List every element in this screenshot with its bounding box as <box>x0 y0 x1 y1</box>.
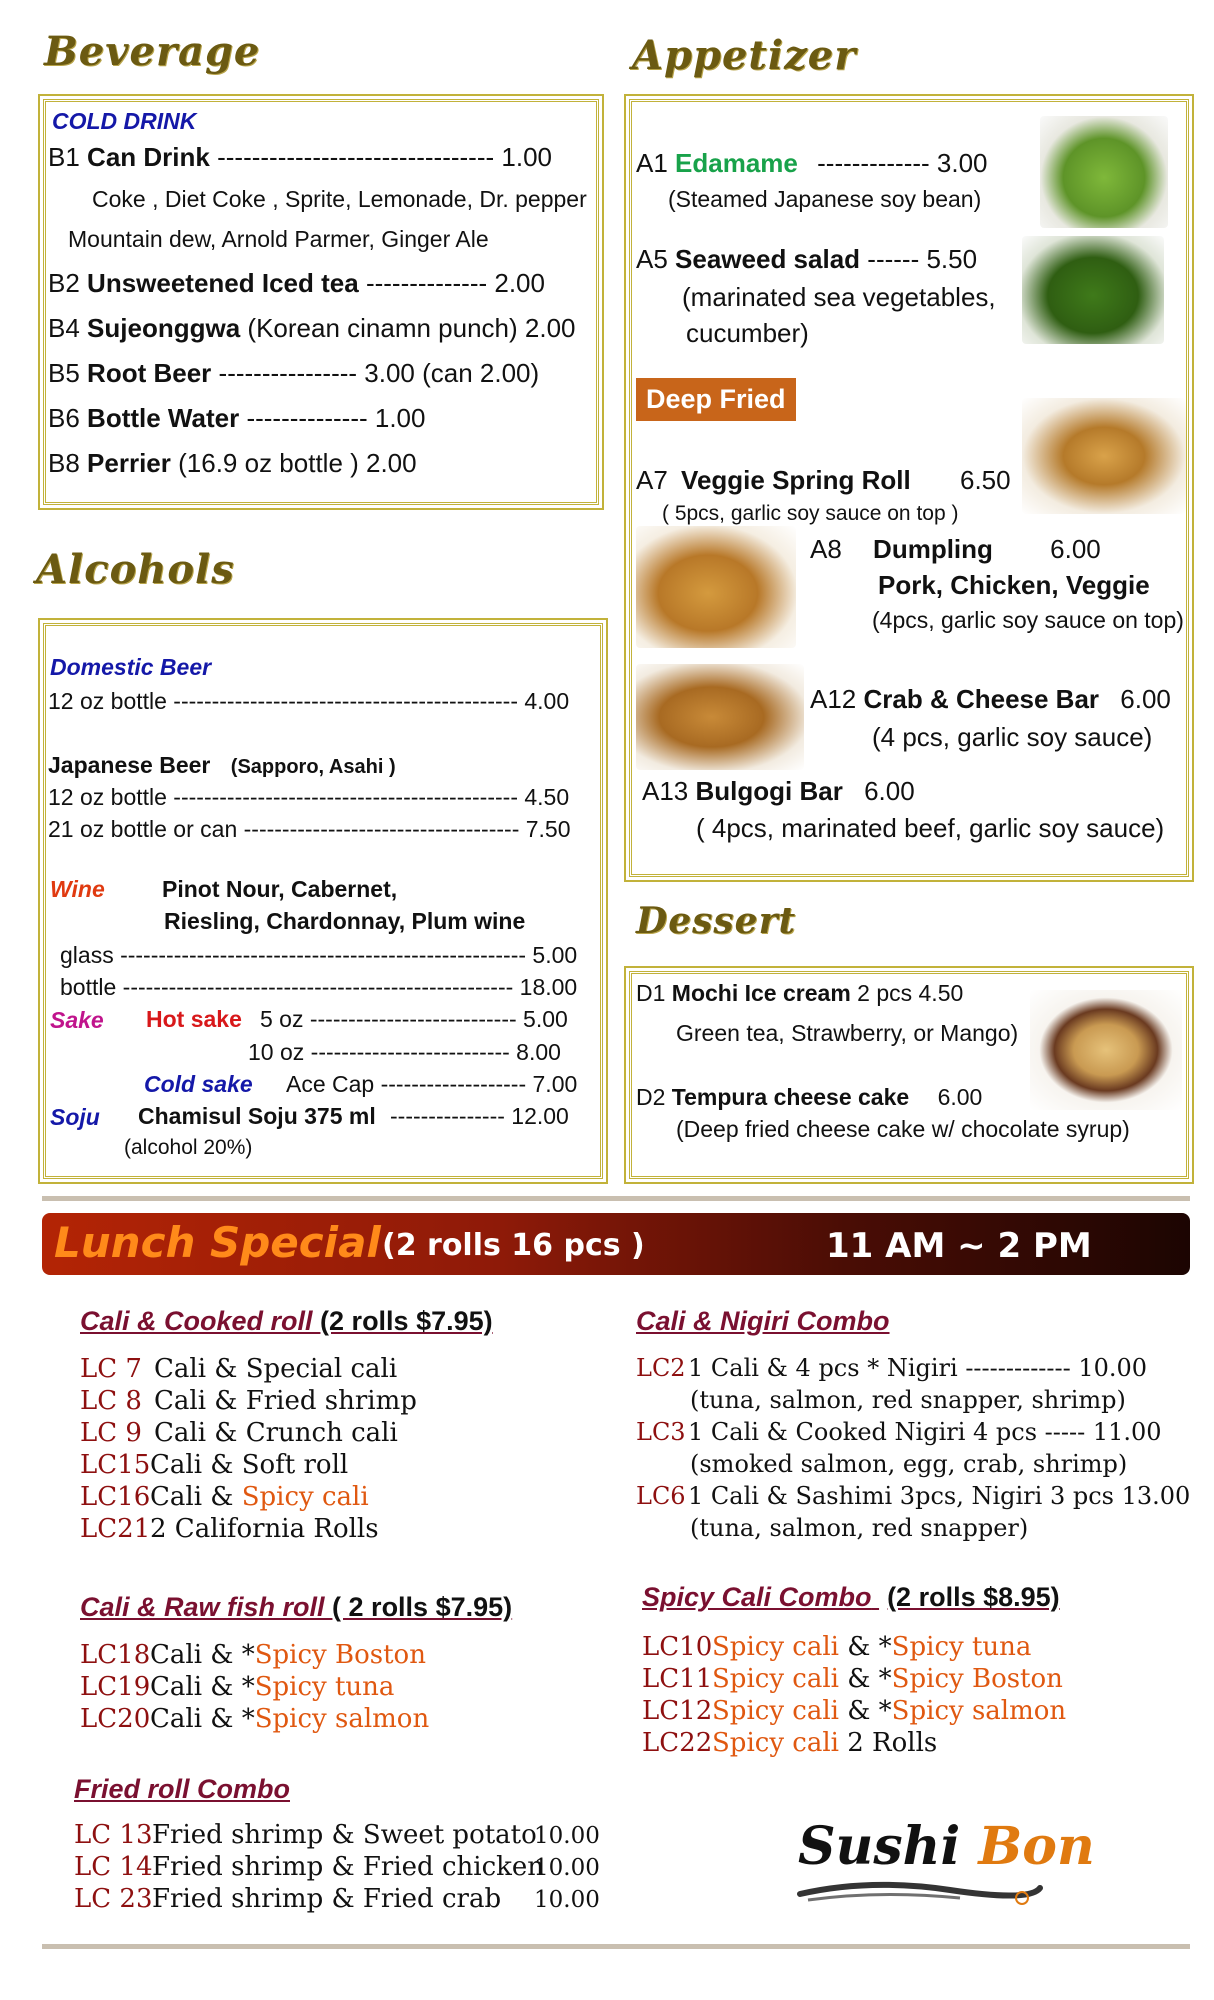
menu-item-a1: A1 Edamame ------------- 3.00 <box>636 148 988 178</box>
soju-name: Chamisul Soju 375 ml <box>138 1103 376 1129</box>
alcohols-title: Alcohols <box>36 546 235 593</box>
lc14-item: LC 14Fried shrimp & Fried chicken10.00 <box>74 1852 600 1882</box>
a5-desc-1: (marinated sea vegetables, <box>682 282 996 312</box>
a7-desc: ( 5pcs, garlic soy sauce on top ) <box>662 502 959 525</box>
raw-fish-roll-heading: Cali & Raw fish roll ( 2 rolls $7.95) <box>80 1592 513 1622</box>
cold-sake-line: Ace Cap ------------------- 7.00 <box>286 1071 578 1097</box>
logo-wordmark: Sushi Bon <box>798 1816 1095 1877</box>
menu-item-b5: B5 Root Beer ---------------- 3.00 (can 2.00) <box>48 358 540 388</box>
menu-item-d2: D2 Tempura cheese cake 6.00 <box>636 1084 983 1110</box>
lc13-item: LC 13Fried shrimp & Sweet potato10.00 <box>74 1820 600 1850</box>
cold-drink-heading: COLD DRINK <box>52 108 197 134</box>
bottom-divider <box>42 1944 1190 1949</box>
domestic-beer-line: 12 oz bottle --------------------------------------------- 4.00 <box>48 688 570 714</box>
deep-fried-badge: Deep Fried <box>636 378 796 421</box>
lc8-item: LC 8 Cali & Fried shrimp <box>80 1386 417 1416</box>
menu-item-a12: A12 Crab & Cheese Bar 6.00 <box>810 684 1171 714</box>
wine-glass: glass ----------------------------------------------------- 5.00 <box>60 942 578 968</box>
sake-heading: Sake <box>50 1007 104 1033</box>
soju-heading: Soju <box>50 1104 100 1130</box>
tempura-cheesecake-photo <box>1030 990 1182 1110</box>
a13-desc: ( 4pcs, marinated beef, garlic soy sauce) <box>696 813 1165 843</box>
soju-price: --------------- 12.00 <box>390 1103 569 1129</box>
lc2-item: LC2 1 Cali & 4 pcs * Nigiri ------------- 10.00 <box>636 1354 1148 1382</box>
menu-item-a7: A7 Veggie Spring Roll 6.50 <box>636 465 1011 495</box>
spring-roll-photo <box>1022 398 1186 514</box>
dessert-title: Dessert <box>636 900 797 942</box>
lc2-desc: (tuna, salmon, red snapper, shrimp) <box>690 1386 1126 1414</box>
d2-desc: (Deep fried cheese cake w/ chocolate syrup) <box>676 1116 1130 1142</box>
seaweed-salad-photo <box>1022 236 1164 344</box>
lc10-item: LC10Spicy cali & *Spicy tuna <box>642 1632 1032 1662</box>
crab-cheese-bar-photo <box>636 664 804 770</box>
wine-heading: Wine <box>50 876 105 902</box>
fried-roll-combo-heading: Fried roll Combo <box>74 1774 290 1804</box>
edamame-photo <box>1040 116 1168 228</box>
wine-bottle: bottle --------------------------------------------------- 18.00 <box>60 974 578 1000</box>
wine-types-1: Pinot Nour, Cabernet, <box>162 876 398 902</box>
lc20-item: LC20Cali & *Spicy salmon <box>80 1704 430 1734</box>
lc12-item: LC12Spicy cali & *Spicy salmon <box>642 1696 1067 1726</box>
hot-sake-label: Hot sake <box>146 1006 242 1032</box>
lc19-item: LC19Cali & *Spicy tuna <box>80 1672 395 1702</box>
wine-types-2: Riesling, Chardonnay, Plum wine <box>164 908 526 934</box>
beverage-title: Beverage <box>44 28 261 75</box>
b1-options-1: Coke , Diet Coke , Sprite, Lemonade, Dr. pepper <box>92 186 587 212</box>
cooked-roll-heading: Cali & Cooked roll (2 rolls $7.95) <box>80 1306 493 1336</box>
a12-desc: (4 pcs, garlic soy sauce) <box>872 722 1153 752</box>
d1-desc: Green tea, Strawberry, or Mango) <box>676 1020 1019 1046</box>
menu-item-b8: B8 Perrier (16.9 oz bottle ) 2.00 <box>48 448 417 478</box>
japanese-beer-heading: Japanese Beer (Sapporo, Asahi ) <box>48 752 396 778</box>
a1-desc: (Steamed Japanese soy bean) <box>668 186 982 212</box>
menu-item-b4: B4 Sujeonggwa (Korean cinamn punch) 2.00 <box>48 313 576 343</box>
nigiri-combo-heading: Cali & Nigiri Combo <box>636 1306 890 1336</box>
lc21-item: LC212 California Rolls <box>80 1514 379 1544</box>
lunch-special-title: Lunch Special <box>54 1218 381 1267</box>
lc22-item: LC22Spicy cali 2 Rolls <box>642 1728 938 1758</box>
menu-item-b6: B6 Bottle Water -------------- 1.00 <box>48 403 426 433</box>
lunch-special-subtitle: (2 rolls 16 pcs ) <box>382 1228 645 1263</box>
spicy-cali-combo-heading: Spicy Cali Combo (2 rolls $8.95) <box>642 1582 1060 1612</box>
a8-desc: (4pcs, garlic soy sauce on top) <box>872 607 1184 633</box>
lc6-item: LC6 1 Cali & Sashimi 3pcs, Nigiri 3 pcs 13.00 <box>636 1482 1191 1510</box>
dumpling-photo <box>636 526 796 648</box>
lc23-item: LC 23Fried shrimp & Fried crab 10.00 <box>74 1884 600 1914</box>
a5-desc-2: cucumber) <box>686 318 809 348</box>
b1-options-2: Mountain dew, Arnold Parmer, Ginger Ale <box>68 226 489 252</box>
japanese-beer-line-2: 21 oz bottle or can ------------------------------------ 7.50 <box>48 816 571 842</box>
menu-item-a5: A5 Seaweed salad ------ 5.50 <box>636 244 978 274</box>
lc9-item: LC 9 Cali & Crunch cali <box>80 1418 398 1448</box>
menu-item-a8: A8 Dumpling 6.00 <box>810 534 1101 564</box>
lunch-hours: 11 AM ~ 2 PM <box>826 1226 1092 1266</box>
appetizer-title: Appetizer <box>632 32 857 79</box>
japanese-beer-line-1: 12 oz bottle --------------------------------------------- 4.50 <box>48 784 570 810</box>
hot-sake-10oz: 10 oz -------------------------- 8.00 <box>248 1039 561 1065</box>
menu-item-b2: B2 Unsweetened Iced tea -------------- 2.00 <box>48 268 545 298</box>
lc7-item: LC 7 Cali & Special cali <box>80 1354 398 1384</box>
domestic-beer-heading: Domestic Beer <box>50 654 212 680</box>
lc3-desc: (smoked salmon, egg, crab, shrimp) <box>690 1450 1128 1478</box>
cold-sake-label: Cold sake <box>144 1071 253 1097</box>
sushi-bon-logo <box>790 1810 1095 1910</box>
lc16-item: LC16Cali & Spicy cali <box>80 1482 369 1512</box>
lc11-item: LC11Spicy cali & *Spicy Boston <box>642 1664 1063 1694</box>
menu-item-a13: A13 Bulgogi Bar 6.00 <box>642 776 915 806</box>
lc18-item: LC18Cali & *Spicy Boston <box>80 1640 426 1670</box>
hot-sake-5oz: 5 oz --------------------------- 5.00 <box>260 1006 568 1032</box>
menu-item-d1: D1 Mochi Ice cream 2 pcs 4.50 <box>636 980 964 1006</box>
lc3-item: LC3 1 Cali & Cooked Nigiri 4 pcs ----- 11.00 <box>636 1418 1162 1446</box>
top-divider <box>42 1196 1190 1201</box>
menu-item-b1: B1 Can Drink -------------------------------- 1.00 <box>48 142 552 172</box>
a8-kinds: Pork, Chicken, Veggie <box>878 570 1150 600</box>
soju-alcohol: (alcohol 20%) <box>124 1136 253 1159</box>
lc15-item: LC15Cali & Soft roll <box>80 1450 349 1480</box>
lc6-desc: (tuna, salmon, red snapper) <box>690 1514 1029 1542</box>
